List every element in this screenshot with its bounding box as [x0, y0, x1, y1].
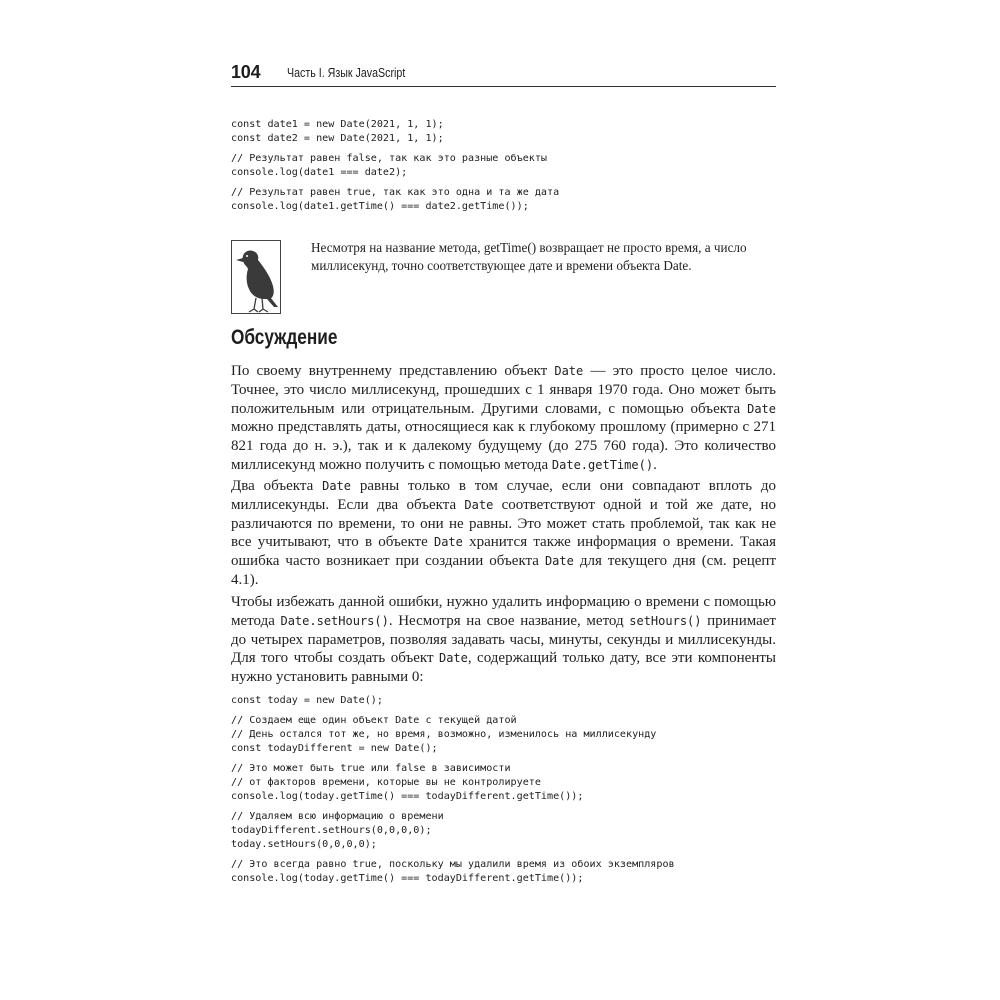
text: хранится также информация о времени. Такая ошибка часто возникает при создании объекта — [231, 534, 776, 570]
code-line: todayDifferent.setHours(0,0,0,0); — [231, 825, 432, 836]
code-comment: // День остался тот же, но время, возможно, изменилось на миллисекунду — [231, 729, 657, 740]
text: — это просто целое число. Точнее, это число миллисекунд, прошедших с 1 января 1970 года. Оно может быть положительным или отрицательным. Другими словами, с помощью объекта — [231, 363, 777, 417]
code-block-sethours — [231, 694, 675, 886]
code-line: const today = new Date(); — [231, 695, 383, 706]
code-comment: // Это всегда равно true, поскольку мы удалили время из обоих экземпляров — [231, 859, 675, 870]
paragraph-2 — [231, 477, 776, 590]
text: Два объекта — [231, 478, 323, 494]
code-line: console.log(today.getTime() === todayDifferent.getTime()); — [231, 873, 584, 884]
text: принимает до четырех параметров, позволяя задавать часы, минуты, секунды и миллисекунды. Для того чтобы создать объект — [231, 612, 776, 667]
code-comment: // Создаем еще один объект Date с текущей датой — [231, 715, 517, 726]
text: можно представлять даты, относящиеся как к глубокому прошлому (примерно с 271 821 года до н. э.), так и к далекому будущему (до 275 760 года). Это количество миллисекунд можно получить с помощью метода — [231, 419, 776, 473]
page-header — [231, 62, 776, 87]
code-comment: // Удаляем всю информацию о времени — [231, 811, 444, 822]
inline-code: Date — [433, 535, 463, 550]
note-text: Несмотря на название метода, getTime() возвращает не просто время, а число миллисекунд, точно соответствующее дате и времени объекта Date. — [311, 240, 747, 273]
code-line: const date2 = new Date(2021, 1, 1); — [231, 133, 444, 144]
text: , содержащий только дату, все эти компоненты нужно установить равными 0: — [231, 650, 777, 686]
code-block-date-compare — [231, 118, 559, 214]
code-comment: // Результат равен true, так как это одна и та же дата — [231, 187, 560, 198]
text: Чтобы избежать данной ошибки, нужно удалить информацию о времени с помощью метода — [231, 594, 776, 629]
running-title: Часть I. Язык JavaScript — [287, 65, 406, 80]
inline-code: Date — [322, 479, 351, 493]
inline-code: Date — [747, 401, 776, 416]
code-comment: // Это может быть true или false в зависимости — [231, 763, 511, 774]
inline-code: setHours() — [629, 613, 702, 628]
inline-code: Date — [438, 651, 468, 666]
code-line: const todayDifferent = new Date(); — [231, 743, 438, 754]
code-comment: // Результат равен false, так как это разные объекты — [231, 153, 548, 164]
section-title: Обсуждение — [231, 326, 338, 349]
inline-code: Date.setHours() — [280, 613, 389, 628]
inline-code: Date.getTime() — [551, 457, 654, 472]
code-line: console.log(date1 === date2); — [231, 167, 408, 178]
text: равны только в том случае, если они совпадают вплоть до миллисекунды. Если два объекта — [231, 478, 776, 513]
page-number: 104 — [231, 62, 261, 82]
code-line: const date1 = new Date(2021, 1, 1); — [231, 119, 444, 130]
code-comment: // от факторов времени, которые вы не контролируете — [231, 777, 541, 788]
code-line: console.log(date1.getTime() === date2.getTime()); — [231, 201, 529, 212]
crow-icon — [231, 240, 281, 314]
inline-code: Date — [544, 554, 574, 569]
text: По своему внутреннему представлению объект — [231, 363, 555, 379]
text: соответствуют одной и той же дате, но различаются по времени, то они не равны. Это может стать проблемой, так как не все учитывают, что в объекте — [231, 496, 777, 551]
inline-code: Date — [464, 497, 494, 512]
code-line: console.log(today.getTime() === todayDifferent.getTime()); — [231, 791, 584, 802]
paragraph-1 — [231, 362, 776, 475]
text: . Несмотря на свое название, метод — [388, 612, 630, 629]
inline-code: Date — [554, 364, 584, 378]
code-line: today.setHours(0,0,0,0); — [231, 839, 377, 850]
text: для текущего дня (см. рецепт 4.1). — [231, 553, 777, 588]
text: . — [653, 456, 657, 473]
paragraph-3 — [231, 593, 776, 687]
